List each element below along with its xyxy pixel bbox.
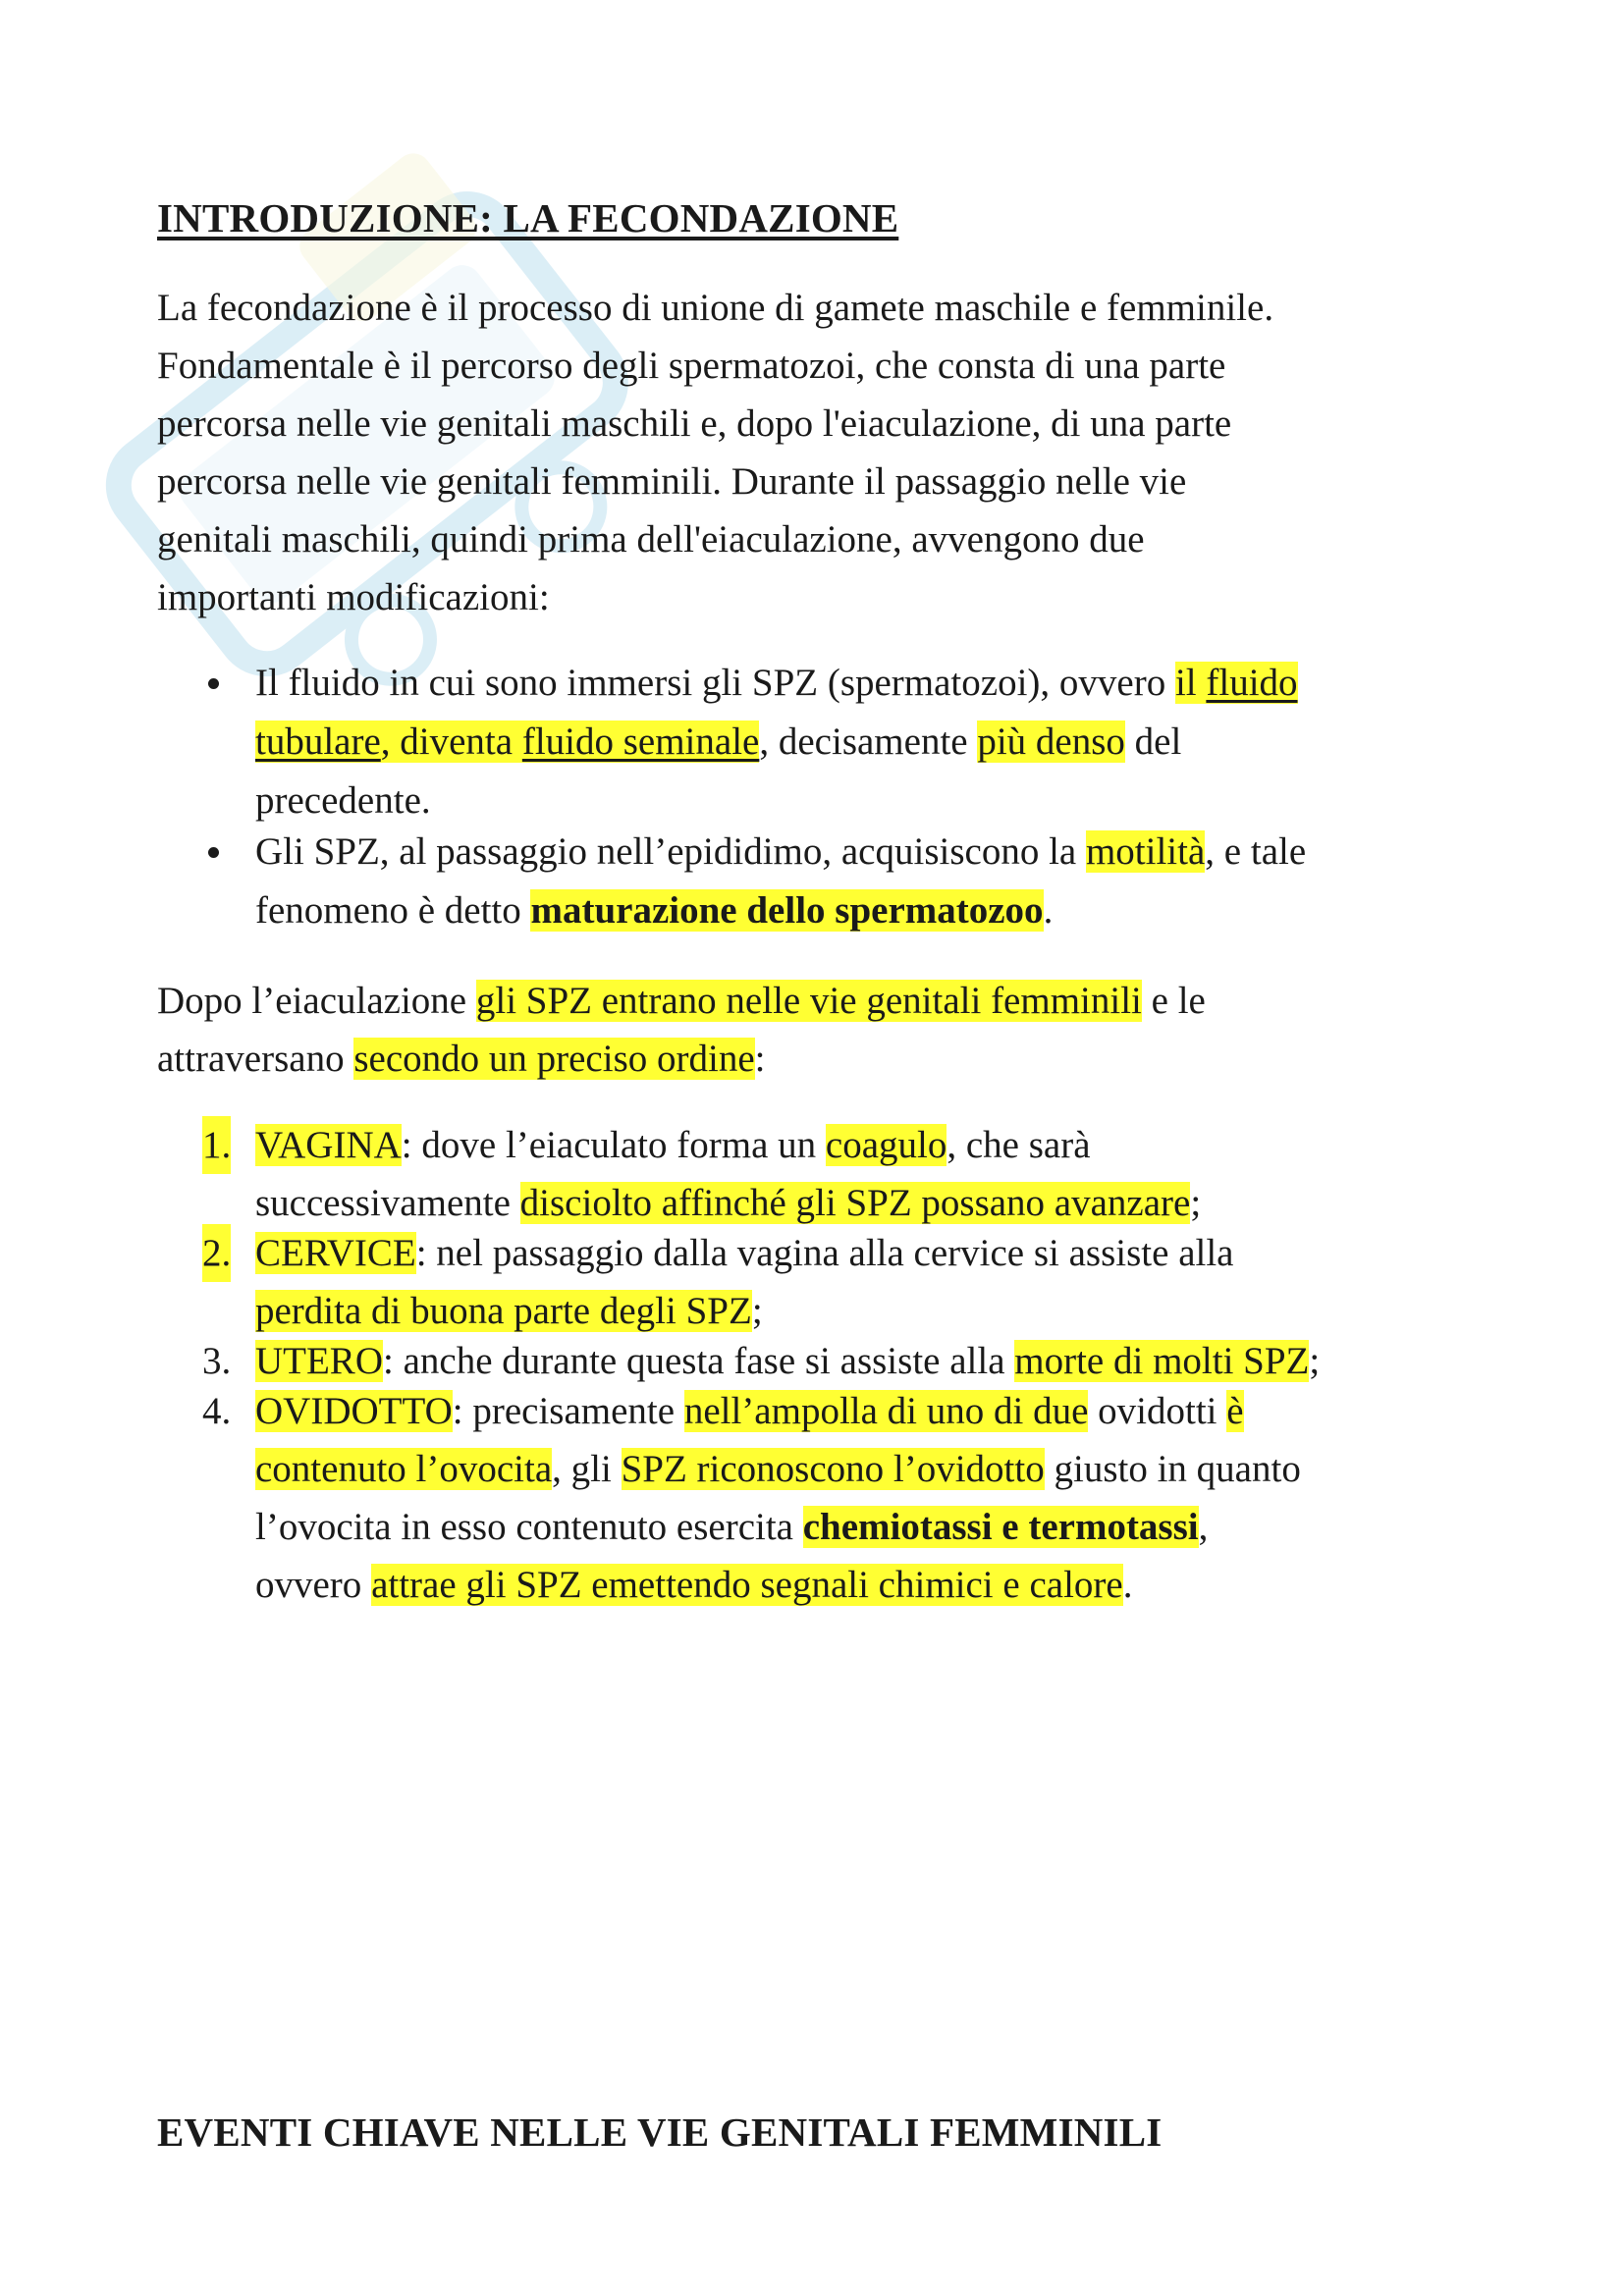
highlight-run: OVIDOTTO: [255, 1390, 453, 1432]
intro-line: percorsa nelle vie genitali femminili. Durante il passaggio nelle vie: [157, 460, 1187, 503]
text-run: , decisamente: [759, 721, 978, 763]
text-run: : dove l’eiaculato forma un: [401, 1124, 826, 1166]
text-run: successivamente: [255, 1182, 520, 1224]
highlight-run: SPZ riconoscono l’ovidotto: [621, 1448, 1045, 1490]
text-run: : precisamente: [452, 1390, 684, 1432]
highlight-run: , diventa: [380, 721, 522, 763]
bullet-dot-icon: [208, 678, 219, 689]
intro-line: importanti modificazioni:: [157, 576, 550, 618]
text-run: ,: [1198, 1506, 1209, 1548]
highlight-run: più denso: [977, 721, 1125, 763]
highlight-run: morte di molti SPZ: [1014, 1340, 1310, 1382]
text-run: Gli SPZ, al passaggio nell’epididimo, acquisiscono la: [255, 830, 1086, 873]
highlight-run: UTERO: [255, 1340, 383, 1382]
bullet-dot-icon: [208, 847, 219, 858]
text-run: l’ovocita in esso contenuto esercita: [255, 1506, 803, 1548]
intro-line: La fecondazione è il processo di unione di gamete maschile e femminile.: [157, 287, 1274, 329]
text-run: : nel passaggio dalla vagina alla cervice si assiste alla: [415, 1232, 1234, 1274]
highlight-underline-run: fluido: [1206, 662, 1298, 704]
bullet-item-motilita: [157, 823, 1532, 940]
modifications-bullet-list: [157, 654, 1532, 933]
text-run: e le: [1141, 980, 1206, 1022]
highlight-run: coagulo: [825, 1124, 947, 1166]
text-run: , che sarà: [947, 1124, 1091, 1166]
text-run: ;: [1309, 1340, 1321, 1382]
text-run: ;: [751, 1290, 763, 1332]
highlight-run: CERVICE: [255, 1232, 416, 1274]
text-run: giusto in quanto: [1044, 1448, 1301, 1490]
highlight-run: secondo un preciso ordine: [353, 1038, 755, 1080]
highlight-run: VAGINA: [255, 1124, 402, 1166]
section-heading-fecondazione: INTRODUZIONE: LA FECONDAZIONE: [157, 195, 899, 240]
highlight-run: perdita di buona parte degli SPZ: [255, 1290, 752, 1332]
step-item-vagina: [157, 1116, 1532, 1232]
text-run: attraversano: [157, 1038, 354, 1080]
highlight-run: motilità: [1085, 830, 1206, 873]
highlight-run: disciolto affinché gli SPZ possano avanzare: [519, 1182, 1191, 1224]
intro-line: genitali maschili, quindi prima dell'eiaculazione, avvengono due: [157, 518, 1145, 561]
text-run: : anche durante questa fase si assiste alla: [383, 1340, 1015, 1382]
highlight-run: è: [1226, 1390, 1244, 1432]
list-number: 3.: [202, 1340, 232, 1382]
text-run: .: [1043, 889, 1054, 932]
highlight-run: attrae gli SPZ emettendo segnali chimici e calore: [371, 1564, 1123, 1606]
highlight-bold-run: chemiotassi e termotassi: [802, 1506, 1199, 1548]
step-item-ovidotto: [157, 1382, 1532, 1614]
highlight-run: gli SPZ entrano nelle vie genitali femminili: [475, 980, 1142, 1022]
intro-line: percorsa nelle vie genitali maschili e, dopo l'eiaculazione, di una parte: [157, 402, 1232, 445]
text-run: fenomeno è detto: [255, 889, 531, 932]
text-run: ovvero: [255, 1564, 372, 1606]
intro-line: Fondamentale è il percorso degli spermatozoi, che consta di una parte: [157, 345, 1226, 387]
text-run: Il fluido in cui sono immersi gli SPZ (spermatozoi), ovvero: [255, 662, 1175, 704]
step-item-cervice: [157, 1224, 1532, 1340]
highlight-underline-run: fluido seminale: [521, 721, 760, 763]
bullet-item-fluido: [157, 654, 1532, 830]
text-run: Dopo l’eiaculazione: [157, 980, 476, 1022]
section-heading-eventi-chiave: EVENTI CHIAVE NELLE VIE GENITALI FEMMINILI: [157, 2109, 1163, 2155]
highlight-bold-run: maturazione dello spermatozoo: [530, 889, 1044, 932]
text-run: :: [754, 1038, 766, 1080]
order-paragraph: [157, 972, 1492, 1088]
list-number: 2.: [202, 1224, 231, 1282]
text-run: ;: [1190, 1182, 1202, 1224]
intro-paragraph: [157, 279, 1492, 626]
highlight-underline-run: tubulare: [255, 721, 381, 763]
text-run: precedente.: [255, 779, 431, 822]
highlight-run: nell’ampolla di uno di due: [683, 1390, 1089, 1432]
list-number: 1.: [202, 1116, 231, 1174]
text-run: ovidotti: [1088, 1390, 1227, 1432]
list-number: 4.: [202, 1390, 232, 1432]
text-run: .: [1122, 1564, 1133, 1606]
highlight-run: il: [1174, 662, 1207, 704]
text-run: , e tale: [1205, 830, 1307, 873]
text-run: del: [1124, 721, 1182, 763]
text-run: , gli: [552, 1448, 622, 1490]
pathway-numbered-list: [157, 1116, 1532, 1606]
highlight-run: contenuto l’ovocita: [255, 1448, 553, 1490]
